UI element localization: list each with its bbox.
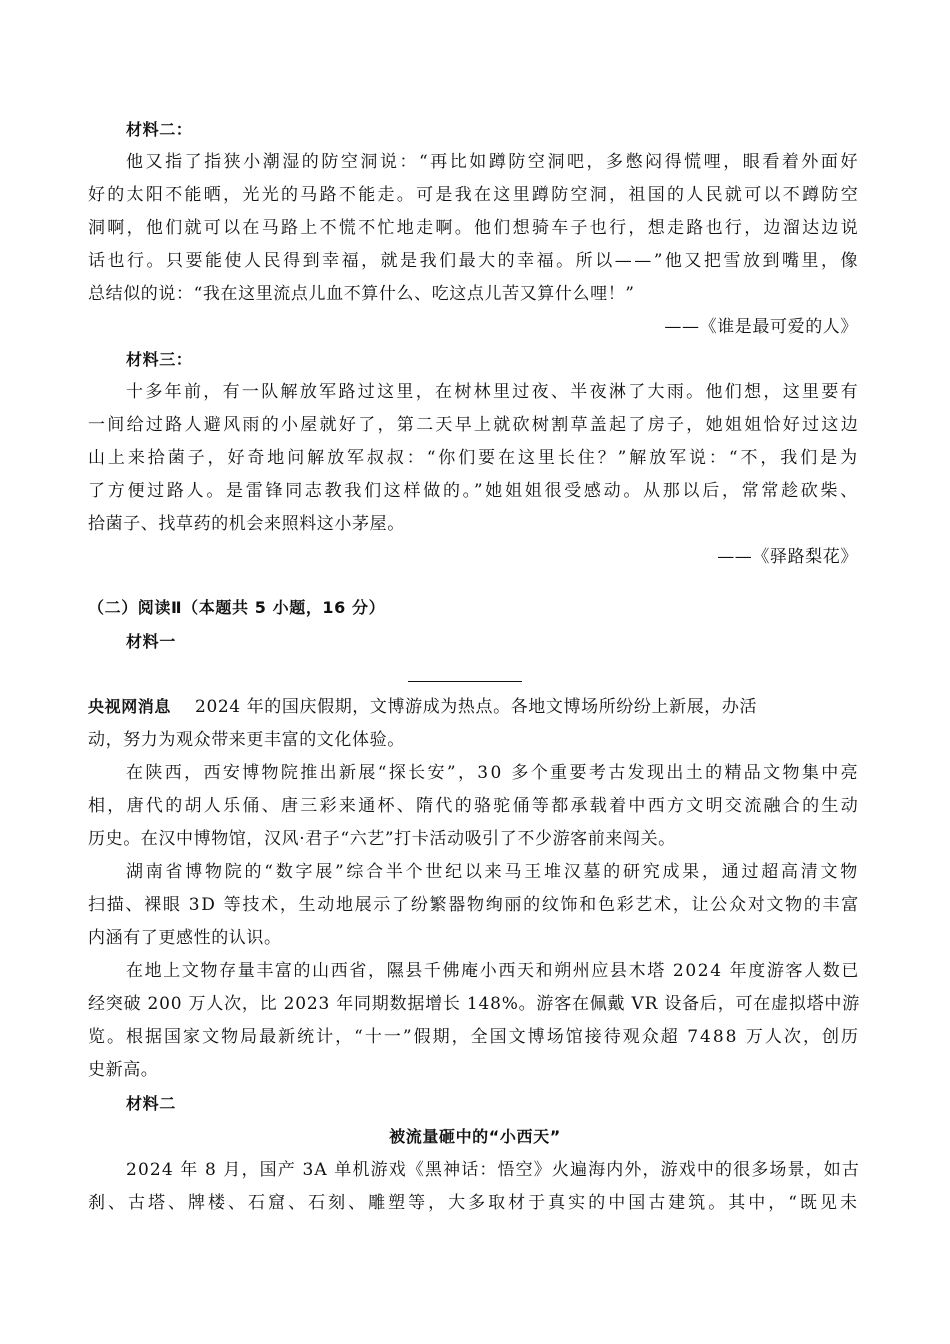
paragraph-line: 相，唐代的胡人乐俑、唐三彩来通杯、隋代的骆驼俑等都承载着中西方文明交流融合的生动 bbox=[88, 796, 860, 816]
source-citation: ——《驿路梨花》 bbox=[717, 547, 858, 567]
source-citation: ——《谁是最可爱的人》 bbox=[664, 317, 858, 337]
paragraph-line: 动，努力为观众带来更丰富的文化体验。 bbox=[88, 730, 405, 750]
paragraph-line: 总结似的说：“我在这里流点儿血不算什么、吃这点儿苦又算什么哩！” bbox=[88, 284, 635, 304]
reading-material-2-label: 材料二 bbox=[126, 1094, 176, 1113]
paragraph-line: 一间给过路人避风雨的小屋就好了，第二天早上就砍树割草盖起了房子，她姐姐恰好过这边 bbox=[88, 415, 860, 435]
paragraph-line: 拾菌子、找草药的机会来照料这小茅屋。 bbox=[88, 514, 405, 534]
paragraph-line: 2024 年 8 月，国产 3A 单机游戏《黑神话：悟空》火遍海内外，游戏中的很多场景，如古 bbox=[126, 1160, 860, 1180]
paragraph-line: 湖南省博物院的“数字展”综合半个世纪以来马王堆汉墓的研究成果，通过超高清文物 bbox=[126, 862, 860, 882]
paragraph-line: 十多年前，有一队解放军路过这里，在树林里过夜、半夜淋了大雨。他们想，这里要有 bbox=[126, 382, 860, 402]
paragraph-line: 扫描、裸眼 3D 等技术，生动地展示了纷繁器物绚丽的纹饰和色彩艺术，让公众对文物的丰富 bbox=[88, 895, 860, 915]
news-first-line bbox=[88, 695, 860, 719]
paragraph-line: 了方便过路人。是雷锋同志教我们这样做的。”她姐姐很受感动。从那以后，常常趁砍柴、 bbox=[88, 481, 860, 501]
news-lead: 央视网消息 bbox=[88, 697, 172, 716]
paragraph-line: 览。根据国家文物局最新统计，“十一”假期，全国文博场馆接待观众超 7488 万人次，创历 bbox=[88, 1027, 860, 1047]
material-2-label: 材料二： bbox=[126, 120, 193, 139]
paragraph-line: 在地上文物存量丰富的山西省，隰县千佛庵小西天和朔州应县木塔 2024 年度游客人数已 bbox=[126, 961, 860, 981]
paragraph-line: 山上来拾菌子，好奇地问解放军叔叔：“你们要在这里长住？”解放军说：“不，我们是为 bbox=[88, 448, 860, 468]
paragraph-line: 史新高。 bbox=[88, 1060, 159, 1080]
section-heading: （二）阅读Ⅱ（本题共 5 小题，16 分） bbox=[88, 598, 386, 617]
paragraph-line: 内涵有了更感性的认识。 bbox=[88, 928, 282, 948]
paragraph-line: 话也行。只要能使人民得到幸福，就是我们最大的幸福。所以——”他又把雪放到嘴里，像 bbox=[88, 251, 860, 271]
article-title: 被流量砸中的“小西天” bbox=[389, 1127, 561, 1146]
paragraph-line: 在陕西，西安博物院推出新展“探长安”，30 多个重要考古发现出土的精品文物集中亮 bbox=[126, 763, 860, 783]
reading-material-1-label: 材料一 bbox=[126, 632, 176, 651]
paragraph-line: 刹、古塔、牌楼、石窟、石刻、雕塑等，大多取材于真实的中国古建筑。其中，“既见未 bbox=[88, 1193, 860, 1213]
paragraph-line: 洞啊，他们就可以在马路上不慌不忙地走啊。他们想骑车子也行，想走路也行，边溜达边说 bbox=[88, 218, 860, 238]
paragraph-line: 历史。在汉中博物馆，汉风·君子“六艺”打卡活动吸引了不少游客前来闯关。 bbox=[88, 829, 676, 849]
paragraph-line: 经突破 200 万人次，比 2023 年同期数据增长 148%。游客在佩戴 VR 设备后，可在虚拟塔中游 bbox=[88, 994, 860, 1014]
paragraph-line: 他又指了指狭小潮湿的防空洞说：“再比如蹲防空洞吧，多憋闷得慌哩，眼看着外面好 bbox=[126, 152, 860, 172]
headline-blank-rule bbox=[408, 681, 522, 682]
paragraph-text: 2024 年的国庆假期，文博游成为热点。各地文博场所纷纷上新展，办活 bbox=[195, 697, 758, 717]
paragraph-line: 好的太阳不能晒，光光的马路不能走。可是我在这里蹲防空洞，祖国的人民就可以不蹲防空 bbox=[88, 185, 860, 205]
material-3-label: 材料三： bbox=[126, 350, 193, 369]
